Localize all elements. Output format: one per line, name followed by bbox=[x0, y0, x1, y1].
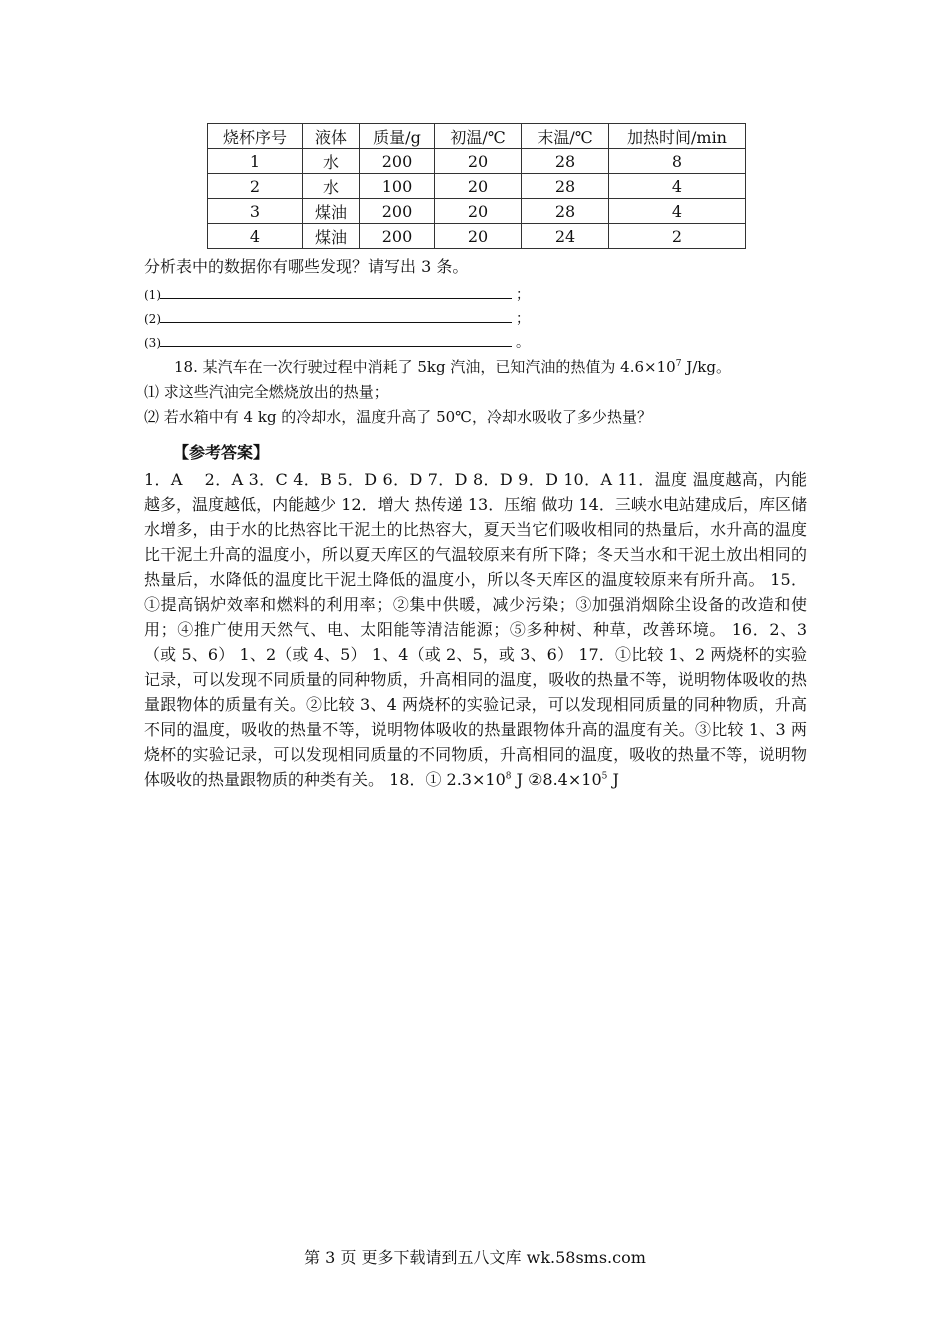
table-cell: 2 bbox=[609, 224, 746, 249]
answer-blank bbox=[144, 286, 530, 302]
table-cell: 100 bbox=[360, 174, 435, 199]
blank-punct: 。 bbox=[516, 335, 530, 351]
fill-in-line[interactable] bbox=[160, 310, 512, 323]
table-header: 初温/℃ bbox=[435, 124, 522, 149]
blank-number: (1) bbox=[144, 288, 161, 302]
answer-blank bbox=[144, 334, 530, 350]
table-cell: 20 bbox=[435, 199, 522, 224]
table-cell: 水 bbox=[303, 149, 360, 174]
fill-in-line[interactable] bbox=[160, 334, 512, 347]
table-cell: 200 bbox=[360, 199, 435, 224]
table-header: 加热时间/min bbox=[609, 124, 746, 149]
blank-punct: ； bbox=[516, 311, 530, 327]
blank-punct: ； bbox=[516, 287, 530, 303]
q18-part2: ⑵ 若水箱中有 4 kg 的冷却水，温度升高了 50℃，冷却水吸收了多少热量？ bbox=[144, 408, 652, 426]
table-header-row bbox=[208, 124, 746, 149]
table-header: 质量/g bbox=[360, 124, 435, 149]
q18-text: 18. 某汽车在一次行驶过程中消耗了 5kg 汽油，已知汽油的热值为 4.6×10 bbox=[174, 358, 676, 376]
answer-blank bbox=[144, 310, 530, 326]
table-header: 末温/℃ bbox=[522, 124, 609, 149]
table-cell: 28 bbox=[522, 149, 609, 174]
table-row bbox=[208, 174, 746, 199]
experiment-table bbox=[207, 123, 746, 249]
table-header: 液体 bbox=[303, 124, 360, 149]
table-cell: 28 bbox=[522, 174, 609, 199]
table-cell: 4 bbox=[208, 224, 303, 249]
table-cell: 20 bbox=[435, 149, 522, 174]
table-cell: 8 bbox=[609, 149, 746, 174]
fill-in-line[interactable] bbox=[160, 286, 512, 299]
table-cell: 20 bbox=[435, 224, 522, 249]
answers-exponent: 8 bbox=[505, 771, 512, 782]
answers-text: 1．A 2．A 3．C 4．B 5．D 6．D 7．D 8．D 9．D 10．A 11．温度 温度越高，内能越多，温度越低，内能越少 12．增大 热传递 13．压缩 做功 14．三峡水电站建成后，库区储水增多，由于水的比热容比干泥土的比热容大，夏天当它们吸收相同的热量后，水升高的温度比干泥土升高的温度小，所以夏天库区的气温较原来有所下降；冬天当水和干泥土放出相同的热量后，水降低的温度比干泥土降低的温度小，所以冬天库区的温度较原来有所升高。 15．①提高锅炉效率和燃料的利用率；②集中供暖，减少污染；③加强消烟除尘设备的改造和使用；④推广使用天然气、电、太阳能等清洁能源；⑤多种树、种草，改善环境。 16．2、3（或 5、6） 1、2（或 4、5） 1、4（或 2、5，或 3、6） 17．①比较 1、2 两烧杯的实验记录，可以发现不同质量的同种物质，升高相同的温度，吸收的热量不等，说明物体吸收的热量跟物体的质量有关。②比较 3、4 两烧杯的实验记录，可以发现相同质量的同种物质，升高不同的温度，吸收的热量不等，说明物体吸收的热量跟物体升高的温度有关。③比较 1、3 两烧杯的实验记录，可以发现相同质量的不同物质，升高相同的温度，吸收的热量不等，说明物体吸收的热量跟物质的种类有关。 18．① 2.3×10 bbox=[144, 470, 807, 789]
table-header: 烧杯序号 bbox=[208, 124, 303, 149]
table-cell: 煤油 bbox=[303, 199, 360, 224]
q18-stem bbox=[174, 357, 731, 377]
table-cell: 4 bbox=[609, 174, 746, 199]
table-cell: 煤油 bbox=[303, 224, 360, 249]
table-cell: 4 bbox=[609, 199, 746, 224]
table-row bbox=[208, 149, 746, 174]
q18-unit: J/kg。 bbox=[681, 358, 731, 376]
table-cell: 28 bbox=[522, 199, 609, 224]
table-cell: 3 bbox=[208, 199, 303, 224]
answers-text: J ②8.4×10 bbox=[511, 770, 602, 789]
table-cell: 2 bbox=[208, 174, 303, 199]
table-cell: 1 bbox=[208, 149, 303, 174]
table-cell: 水 bbox=[303, 174, 360, 199]
table-cell: 24 bbox=[522, 224, 609, 249]
table-row bbox=[208, 224, 746, 249]
page-footer: 第 3 页 更多下载请到五八文库 wk.58sms.com bbox=[304, 1248, 646, 1267]
q18-exponent: 7 bbox=[675, 359, 682, 369]
q17-prompt: 分析表中的数据你有哪些发现？请写出 3 条。 bbox=[144, 257, 469, 276]
answers-body bbox=[144, 467, 807, 792]
q18-part1: ⑴ 求这些汽油完全燃烧放出的热量； bbox=[144, 383, 389, 401]
answers-exponent: 5 bbox=[601, 771, 608, 782]
table-cell: 200 bbox=[360, 224, 435, 249]
table-cell: 20 bbox=[435, 174, 522, 199]
table-cell: 200 bbox=[360, 149, 435, 174]
answers-text: J bbox=[607, 770, 619, 789]
answers-title: 【参考答案】 bbox=[173, 443, 270, 462]
table-row bbox=[208, 199, 746, 224]
blank-number: (3) bbox=[144, 336, 161, 350]
blank-number: (2) bbox=[144, 312, 161, 326]
